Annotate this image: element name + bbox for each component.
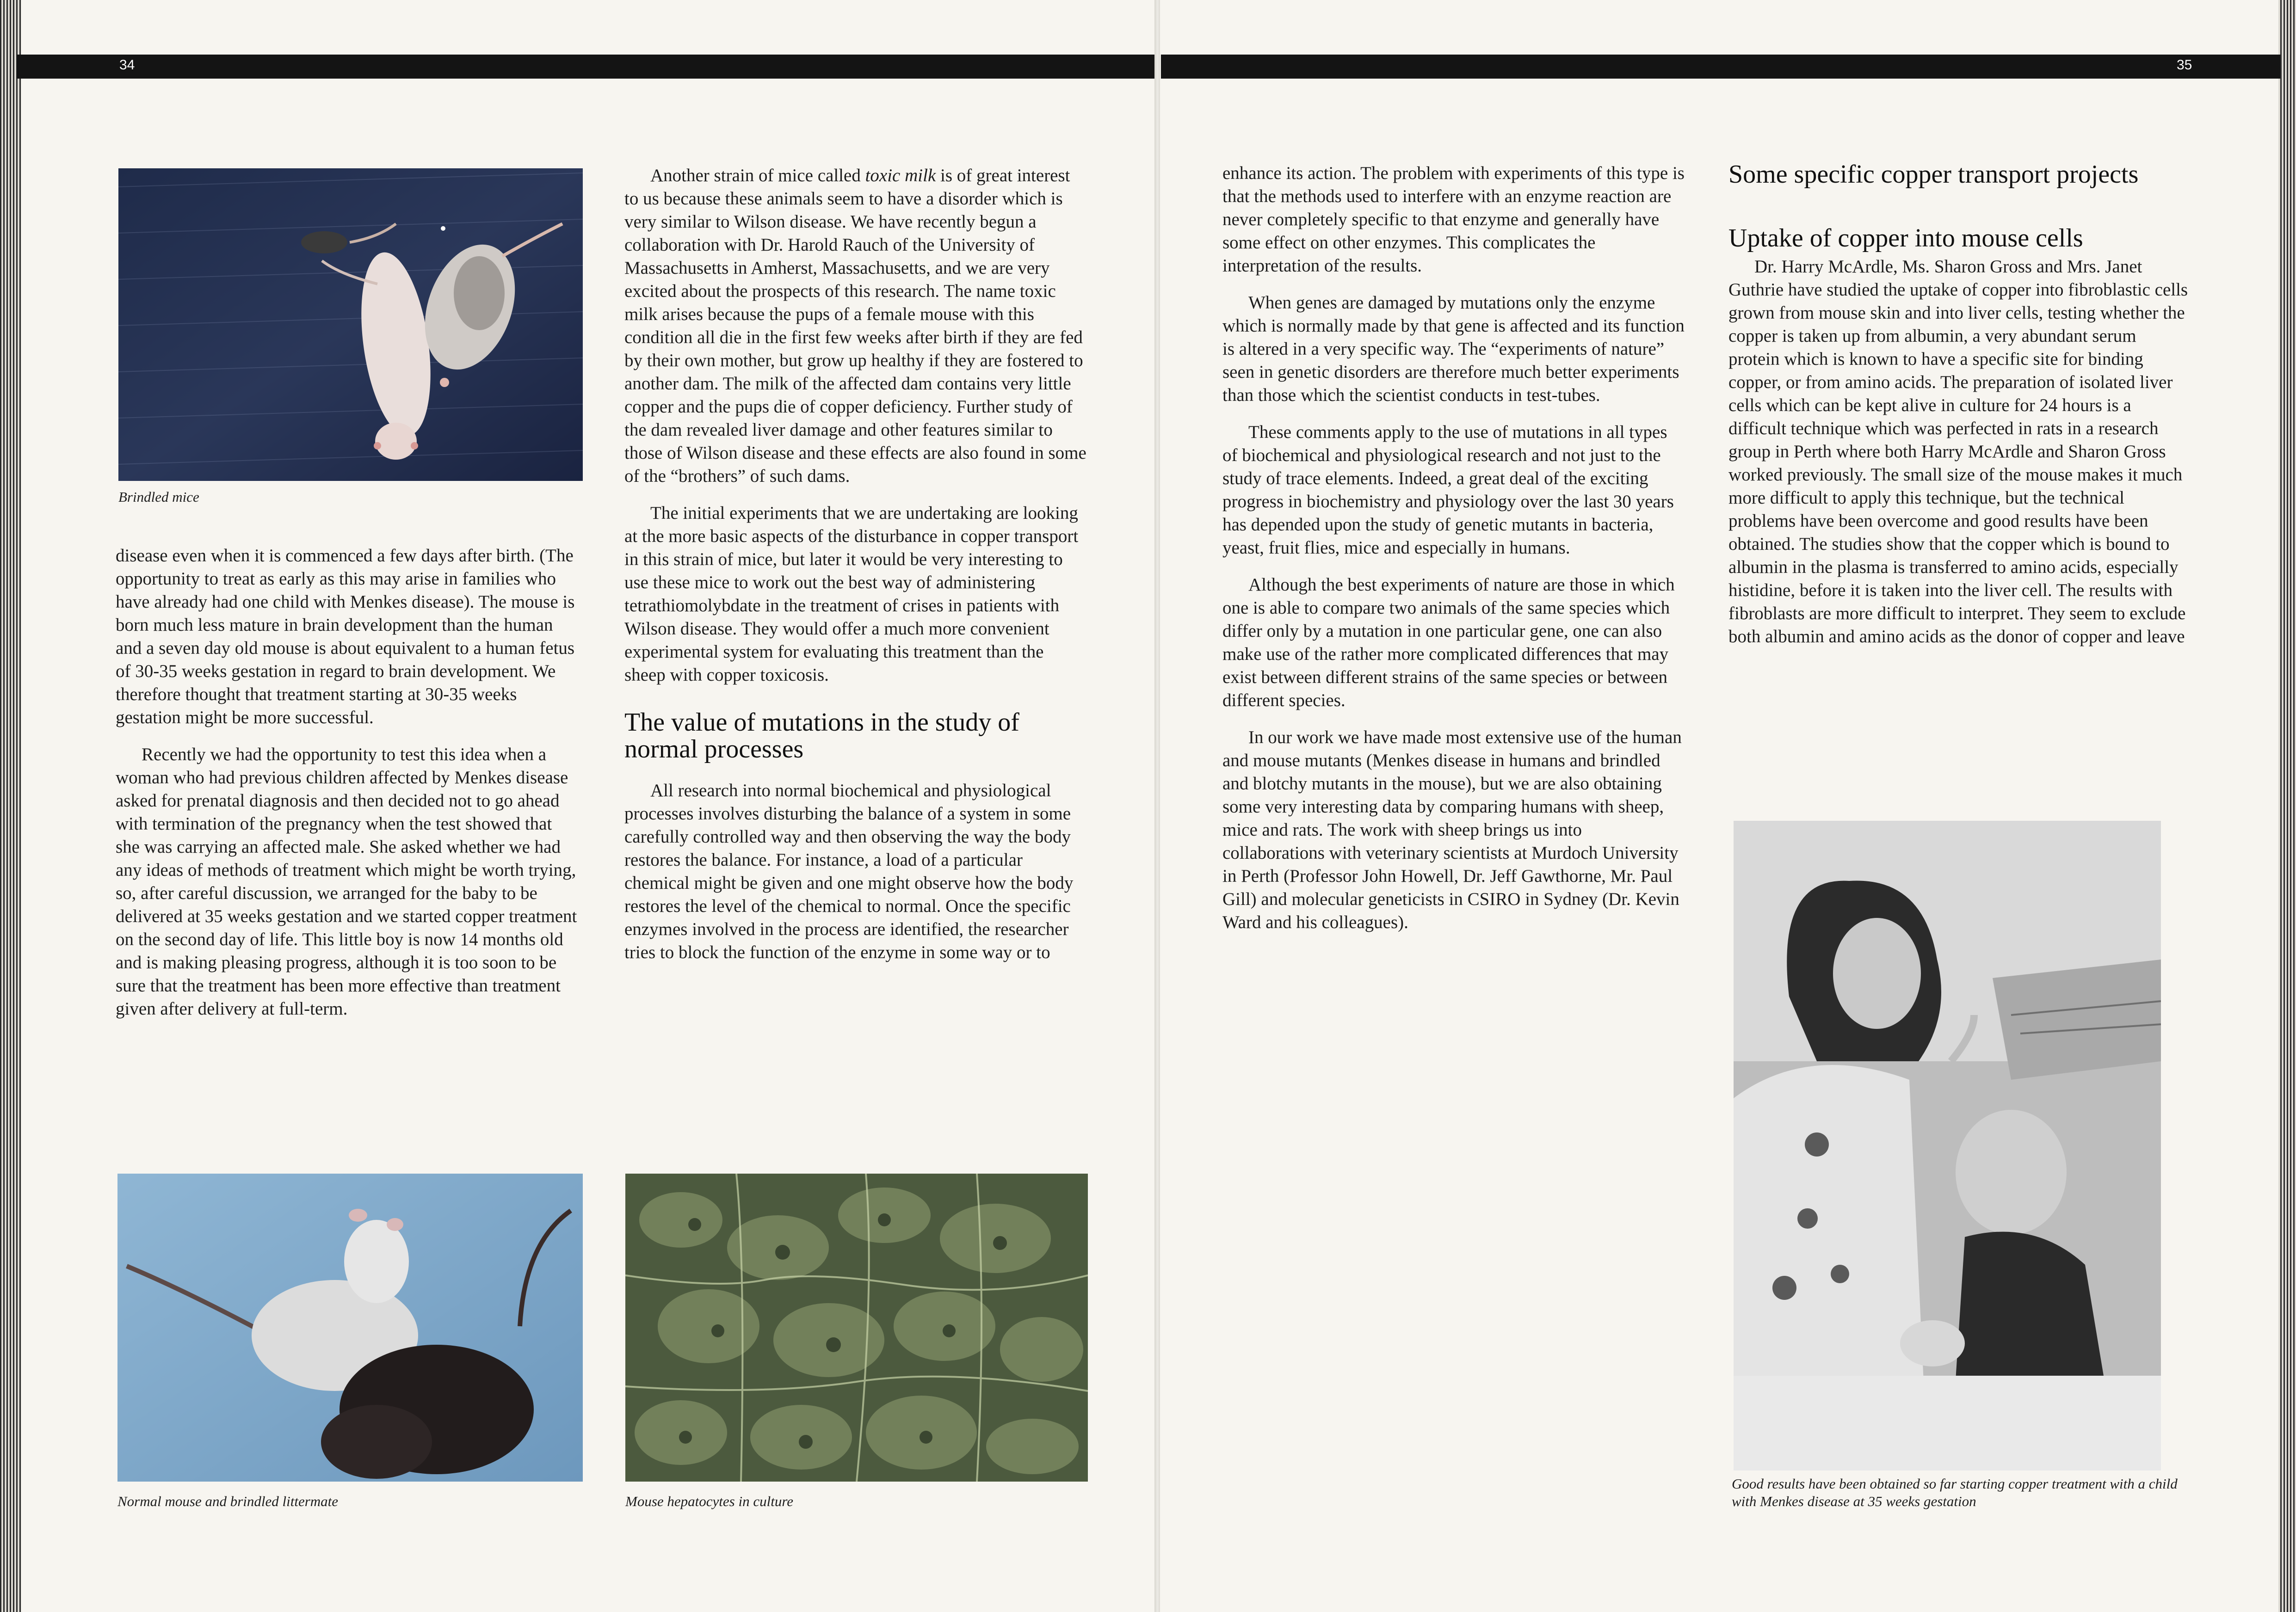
paragraph: Dr. Harry McArdle, Ms. Sharon Gross and Mrs. Janet Guthrie have studied the uptake of copper into fibroblastic cells grown from mouse skin and into liver cells, testing whether the copper is taken up from albumin, a very abundant serum protein which is known to have a specific site for binding copper, or from amino acids. The preparation of isolated liver cells which can be kept alive in culture for 24 hours is a difficult technique which was perfected in rats in a research group in Perth where both Harry McArdle and Sharon Gross worked previously. The small size of the mouse makes it much more difficult to apply this technique, but the technical problems have been overcome and good results have been obtained. The studies show that the copper which is bound to albumin in the plasma is transferred to amino acids, especially histidine, before it is taken into the liver cell. The results with fibroblasts are more difficult to interpret. They seem to exclude both albumin and amino acids as the donor of copper and leave [1728, 257, 2188, 646]
photo-mouse-hepatocytes [625, 1174, 1088, 1482]
photo-normal-and-brindled-mouse [117, 1174, 583, 1482]
page-number-right: 35 [2177, 57, 2192, 73]
caption-normal-mouse: Normal mouse and brindled littermate [117, 1493, 339, 1509]
paragraph: These comments apply to the use of mutations in all types of biochemical and physiological research and not just to the study of trace elements. Indeed, a great deal of the exciting progress in biochemistry and physiology over the last 30 years has depended upon the study of genetic mutants in bacteria, yeast, fruit flies, mice and especially in humans. [1222, 422, 1674, 558]
text-column-2 [624, 164, 1087, 978]
paragraph: When genes are damaged by mutations only the enzyme which is normally made by that gene is affected and its function is altered in a very specific way. The “experiments of nature” seen in genetic disorders are therefore much better experiments than those which the scientist conducts in test-tubes. [1222, 293, 1685, 405]
caption-child: Good results have been obtained so far starting copper treatment with a child with Menkes disease at 35 weeks gestation [1732, 1476, 2178, 1509]
paragraph: disease even when it is commenced a few days after birth. (The opportunity to treat as early as this may arise in families who have already had one child with Menkes disease). The mouse is born much less mature in brain development than the human and a seven day old mouse is about equivalent to a human fetus of 30-35 weeks gestation in regard to brain development. We therefore thought that treatment starting at 30-35 weeks gestation might be more successful. [116, 546, 575, 727]
caption-hepatocytes: Mouse hepatocytes in culture [625, 1493, 793, 1509]
header-bar-right [1161, 55, 2280, 79]
paragraph: All research into normal biochemical and physiological processes involves disturbing the balance of a system in some carefully controlled way and then observing the way the body restores the balance. For instance, a load of a particular chemical might be given and one might observe how the body restores the level of the chemical to normal. Once the specific enzymes involved in the process are identified, the researcher tries to block the function of the enzyme in some way or to [624, 781, 1074, 962]
photo-brindled-mice [118, 168, 583, 481]
text-run: Another strain of mice called [650, 166, 865, 185]
paragraph: The initial experiments that we are undertaking are looking at the more basic aspects of the disturbance in copper transport in this strain of mice, but later it would be very interesting to use these mice to work out the best way of administering tetrathiomolybdate in the treatment of crises in patients with Wilson disease. They would offer a much more convenient experimental system for evaluating this treatment than the sheep with copper toxicosis. [624, 503, 1079, 685]
text-run-italic: toxic milk [865, 166, 936, 185]
paragraph: In our work we have made most extensive use of the human and mouse mutants (Menkes disease in humans and brindled and blotchy mutants in the mouse), but we are also obtaining some very interesting data by comparing humans with sheep, mice and rats. The work with sheep brings us into collaborations with veterinary scientists at Murdoch University in Perth (Professor John Howell, Dr. Jeff Gawthorne, Mr. Paul Gill) and molecular geneticists in CSIRO in Sydney (Dr. Kevin Ward and his colleagues). [1222, 727, 1682, 932]
page-number-left: 34 [119, 57, 135, 73]
text-run: is of great interest to us because these animals seem to have a disorder which is very similar to Wilson disease. We have recently begun a collaboration with Dr. Harold Rauch of the University of Massachusetts in Amherst, Massachusetts, and we are very excited about the prospects of this research. The name toxic milk arises because the pups of a female mouse with this condition all die in the first few weeks after birth if they are fed by their own mother, but grow up healthy if they are fostered to another dam. The milk of the affected dam contains very little copper and the pups die of copper deficiency. Further study of the dam revealed liver damage and other features similar to those of Wilson disease and these effects are also found in some of the “brothers” of such dams. [624, 166, 1086, 486]
header-bar-left [17, 55, 1155, 79]
section-heading-mutations: The value of mutations in the study of normal processes [624, 708, 1019, 763]
paragraph [624, 164, 1087, 488]
text-column-3 [1222, 162, 1685, 948]
paragraph: Recently we had the opportunity to test this idea when a woman who had previous children affected by Menkes disease asked for prenatal diagnosis and then decided not to go ahead with termination of the pregnancy when the test showed that she was carrying an affected male. She asked whether we had any ideas of methods of treatment which might be worth trying, so, after careful discussion, we arranged for the baby to be delivered at 35 weeks gestation and we started copper treatment on the second day of life. This little boy is now 14 months old and is making pleasing progress, although it is too soon to be sure that the treatment has been more effective than treatment given after delivery at full-term. [116, 744, 577, 1019]
page-edge-right [2278, 0, 2296, 1612]
section-heading-uptake: Uptake of copper into mouse cells [1728, 224, 2083, 252]
section-heading-projects: Some specific copper transport projects [1728, 160, 2139, 189]
text-column-4 [1728, 161, 2191, 662]
text-column-1 [116, 544, 578, 1034]
paragraph: Although the best experiments of nature are those in which one is able to compare two animals of the same species which differ only by a mutation in one particular gene, one can also make use of the rather more complicated differences that may exist between different strains of the same species or between different species. [1222, 575, 1675, 710]
page-edge-left [0, 0, 21, 1612]
photo-child-treatment [1734, 821, 2161, 1470]
caption-brindled-mice: Brindled mice [118, 489, 199, 505]
paragraph: enhance its action. The problem with experiments of this type is that the methods used to interfere with an enzyme reaction are never completely specific to that enzyme and generally have some effect on other enzymes. This complicates the interpretation of the results. [1222, 163, 1685, 276]
